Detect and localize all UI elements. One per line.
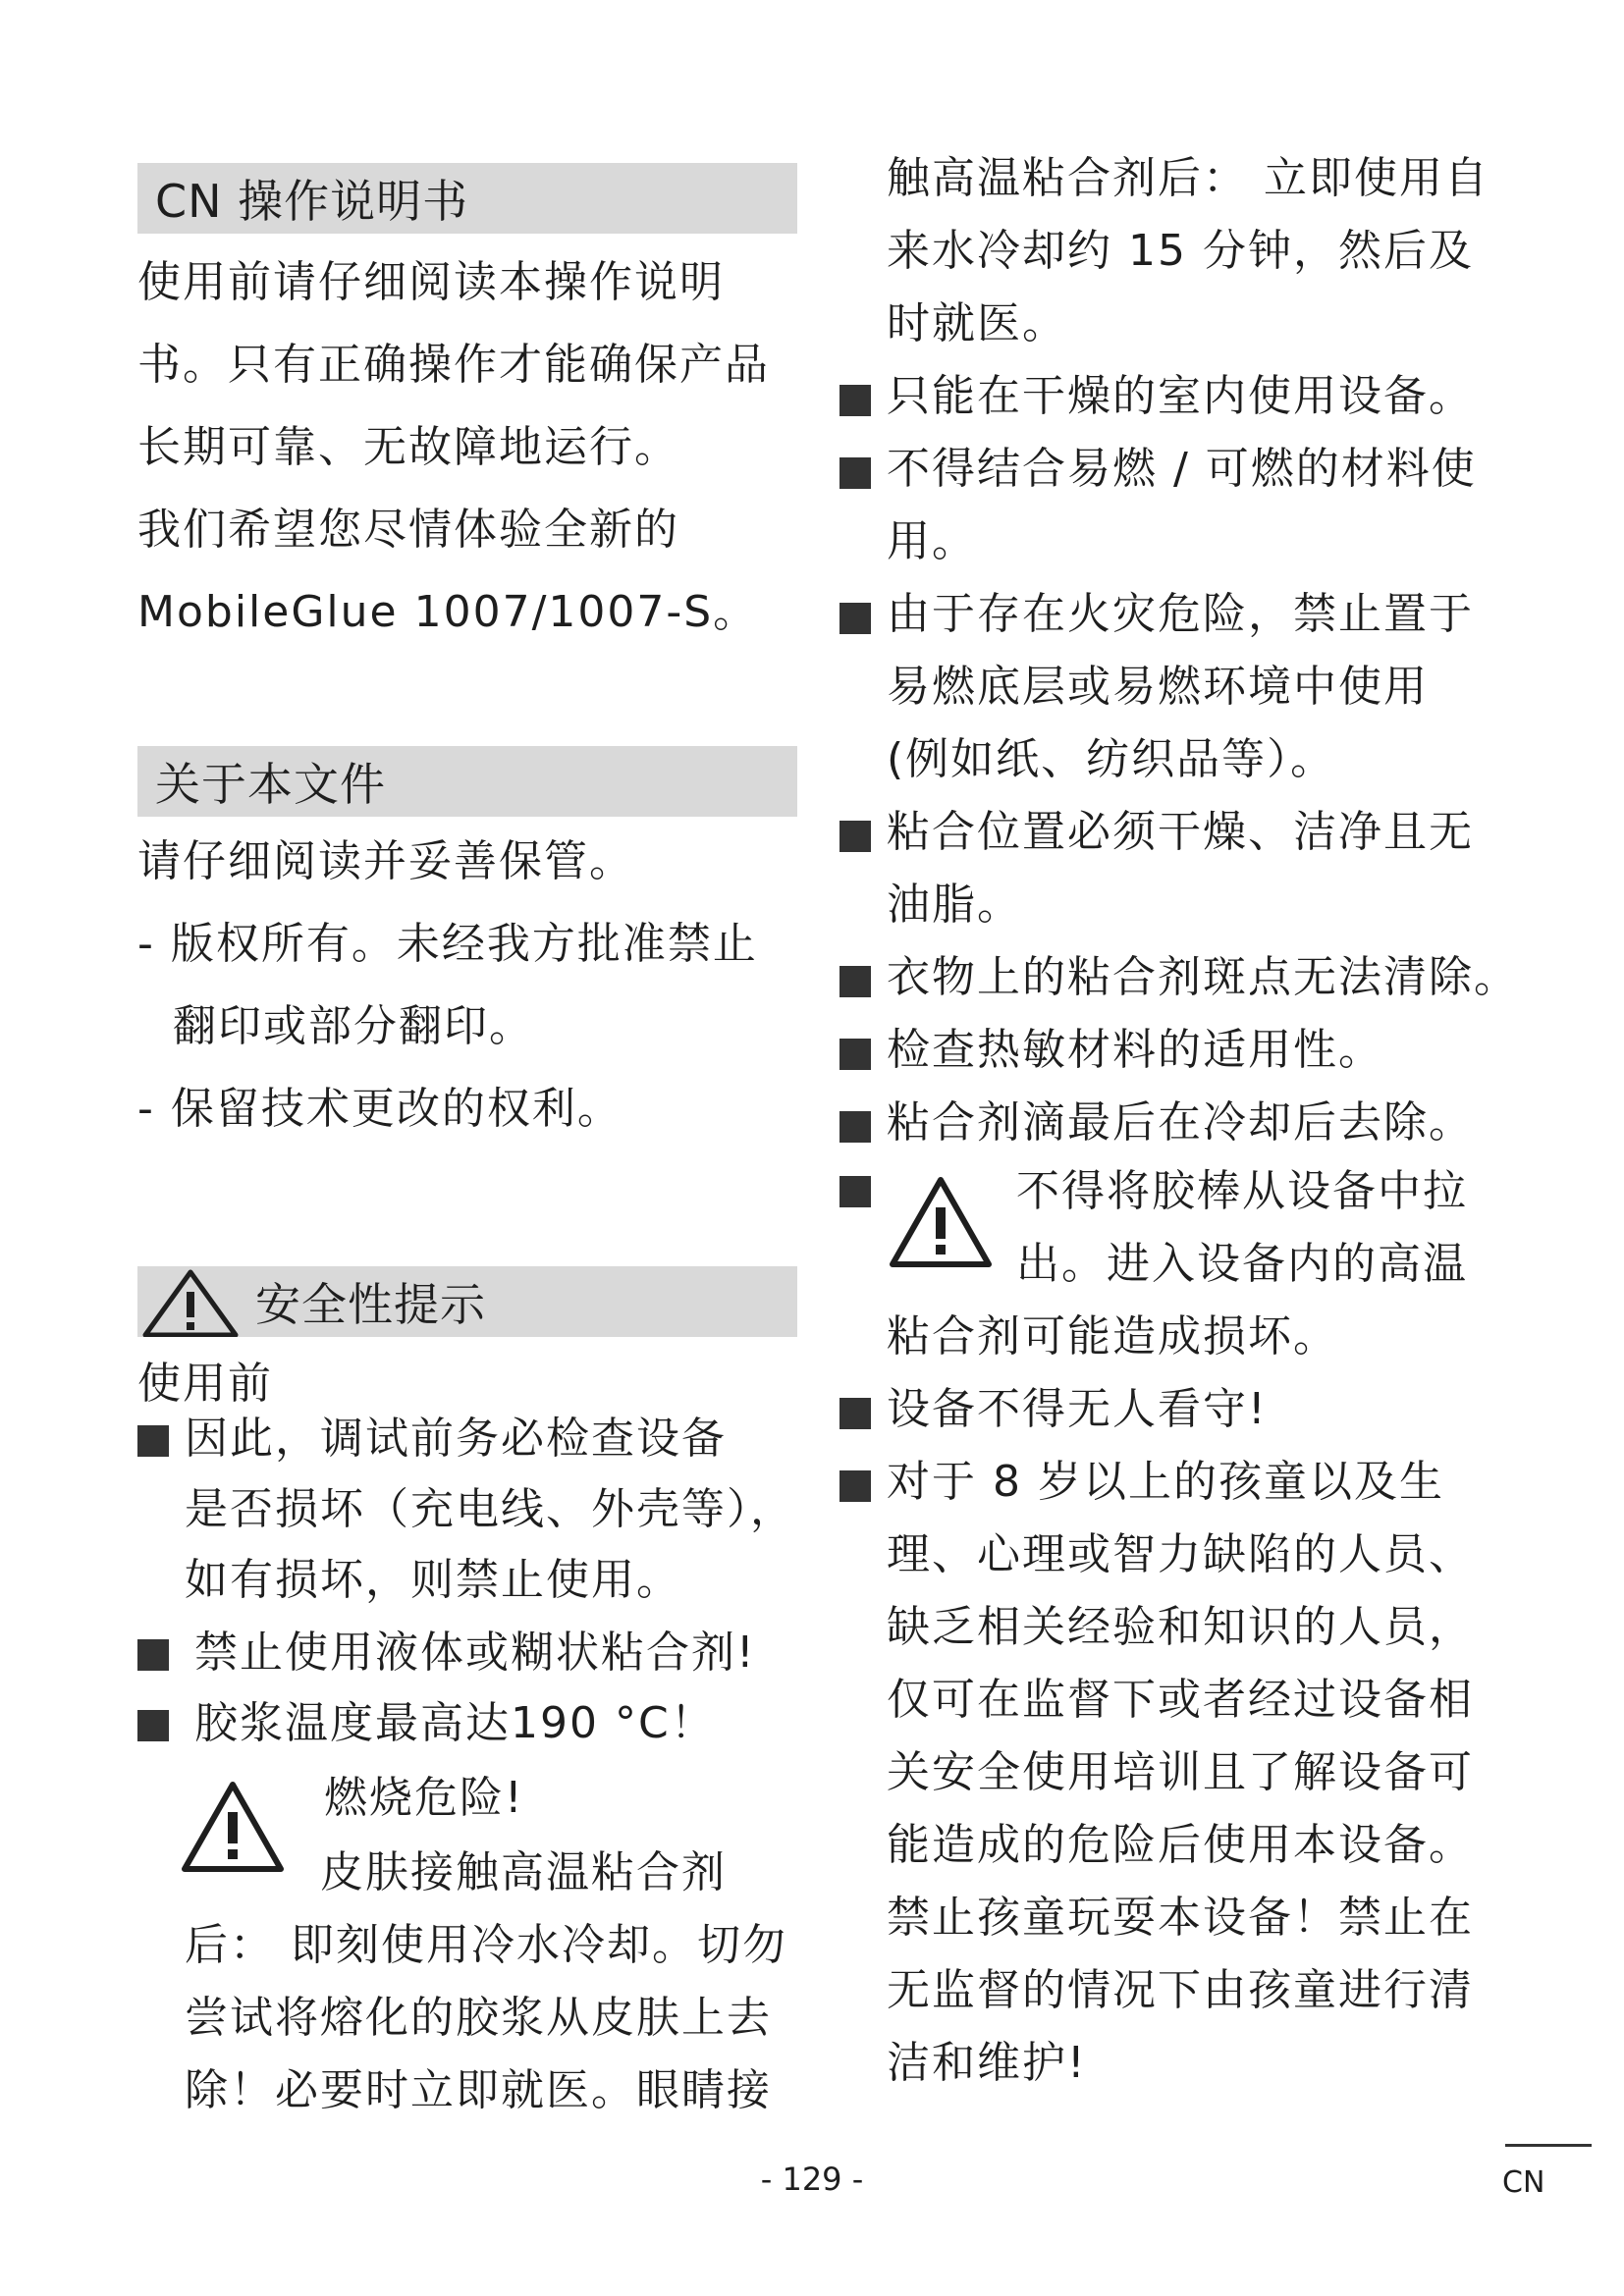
right-bullet-3-line-2: 易燃底层或易燃环境中使用 <box>887 662 1429 712</box>
intro-line-4: 我们希望您尽情体验全新的 <box>137 505 679 555</box>
square-bullet-icon <box>839 1398 871 1429</box>
square-bullet-icon <box>839 966 871 997</box>
heading-document-text: 关于本文件 <box>155 758 386 811</box>
square-bullet-icon <box>839 385 871 416</box>
right-bullet-10-line-7: 禁止孩童玩耍本设备！禁止在 <box>887 1893 1474 1943</box>
heading-about-document <box>137 746 797 817</box>
safety-bullet-3: 胶浆温度最高达190 °C！ <box>194 1698 716 1748</box>
square-bullet-icon <box>839 603 871 634</box>
right-bullet-3-line-1: 由于存在火灾危险，禁止置于 <box>887 589 1474 639</box>
footer-language-code: CN <box>1502 2165 1545 2200</box>
right-bullet-2-line-2: 用。 <box>887 516 977 566</box>
heading-operating-instructions <box>137 163 797 234</box>
square-bullet-icon <box>137 1639 169 1671</box>
right-bullet-10-line-3: 缺乏相关经验和知识的人员， <box>887 1602 1474 1652</box>
square-bullet-icon <box>839 457 871 489</box>
right-bullet-10-line-5: 关安全使用培训且了解设备可 <box>887 1747 1474 1797</box>
right-bullet-8-line-2: 出。进入设备内的高温 <box>1016 1239 1468 1289</box>
right-bullet-10-line-2: 理、心理或智力缺陷的人员、 <box>887 1529 1474 1579</box>
heading-operating-text: CN 操作说明书 <box>155 175 469 228</box>
right-bullet-5: 衣物上的粘合剂斑点无法清除。 <box>887 952 1519 1002</box>
safety-bullet-2: 禁止使用液体或糊状粘合剂! <box>194 1628 756 1678</box>
continued-line-1: 触高温粘合剂后： 立即使用自 <box>887 153 1489 203</box>
square-bullet-icon <box>839 1111 871 1143</box>
right-bullet-1: 只能在干燥的室内使用设备。 <box>887 371 1474 421</box>
continued-line-3: 时就医。 <box>887 298 1067 348</box>
right-bullet-10-line-8: 无监督的情况下由孩童进行清 <box>887 1965 1474 2015</box>
right-bullet-3-line-3: (例如纸、纺织品等）。 <box>887 734 1336 784</box>
right-bullet-4-line-2: 油脂。 <box>887 880 1022 930</box>
square-bullet-icon <box>839 1176 871 1207</box>
burn-danger-title: 燃烧危险! <box>324 1773 524 1823</box>
intro-line-5: MobileGlue 1007/1007-S。 <box>137 587 759 637</box>
burn-line-3: 尝试将熔化的胶浆从皮肤上去 <box>185 1993 772 2043</box>
right-bullet-6: 检查热敏材料的适用性。 <box>887 1025 1383 1075</box>
before-use-label: 使用前 <box>137 1359 273 1409</box>
right-bullet-2-line-1: 不得结合易燃 / 可燃的材料使 <box>887 444 1477 494</box>
heading-safety-text: 安全性提示 <box>255 1278 486 1331</box>
right-bullet-4-line-1: 粘合位置必须干燥、洁净且无 <box>887 807 1474 857</box>
doc-item-2: - 保留技术更改的权利。 <box>137 1084 623 1134</box>
square-bullet-icon <box>137 1710 169 1741</box>
intro-line-3: 长期可靠、无故障地运行。 <box>137 422 679 472</box>
right-bullet-10-line-1: 对于 8 岁以上的孩童以及生 <box>887 1457 1444 1507</box>
burn-line-4: 除！必要时立即就医。眼睛接 <box>185 2065 772 2115</box>
right-bullet-10-line-6: 能造成的危险后使用本设备。 <box>887 1820 1474 1870</box>
warning-triangle-icon <box>179 1779 287 1877</box>
safety-bullet-1-line-3: 如有损坏，则禁止使用。 <box>185 1555 681 1605</box>
warning-triangle-icon <box>887 1174 995 1272</box>
right-bullet-7: 粘合剂滴最后在冷却后去除。 <box>887 1097 1474 1148</box>
warning-triangle-icon <box>141 1266 249 1337</box>
right-bullet-10-line-4: 仅可在监督下或者经过设备相 <box>887 1675 1474 1725</box>
square-bullet-icon <box>839 1470 871 1502</box>
burn-line-2: 后： 即刻使用冷水冷却。切勿 <box>185 1920 787 1970</box>
intro-line-2: 书。只有正确操作才能确保产品 <box>137 340 770 390</box>
right-bullet-10-line-9: 洁和维护! <box>887 2038 1087 2088</box>
right-bullet-8-line-1: 不得将胶棒从设备中拉 <box>1016 1166 1468 1216</box>
safety-bullet-1-line-1: 因此，调试前务必检查设备 <box>185 1414 727 1464</box>
right-bullet-8-line-3: 粘合剂可能造成损坏。 <box>887 1311 1338 1362</box>
heading-safety <box>137 1266 797 1337</box>
continued-line-2: 来水冷却约 15 分钟，然后及 <box>887 226 1474 276</box>
footer-rule <box>1505 2144 1592 2147</box>
square-bullet-icon <box>137 1425 169 1457</box>
doc-line: 请仔细阅读并妥善保管。 <box>137 836 634 886</box>
square-bullet-icon <box>839 1039 871 1070</box>
doc-item-1-line-2: 翻印或部分翻印。 <box>173 1001 534 1051</box>
safety-bullet-1-line-2: 是否损坏（充电线、外壳等）， <box>185 1484 795 1534</box>
right-bullet-9: 设备不得无人看守! <box>887 1384 1268 1434</box>
square-bullet-icon <box>839 821 871 852</box>
intro-line-1: 使用前请仔细阅读本操作说明 <box>137 257 725 307</box>
doc-item-1-line-1: - 版权所有。未经我方批准禁止 <box>137 919 758 969</box>
page-number: - 129 - <box>760 2161 864 2198</box>
burn-line-1: 皮肤接触高温粘合剂 <box>320 1847 727 1897</box>
